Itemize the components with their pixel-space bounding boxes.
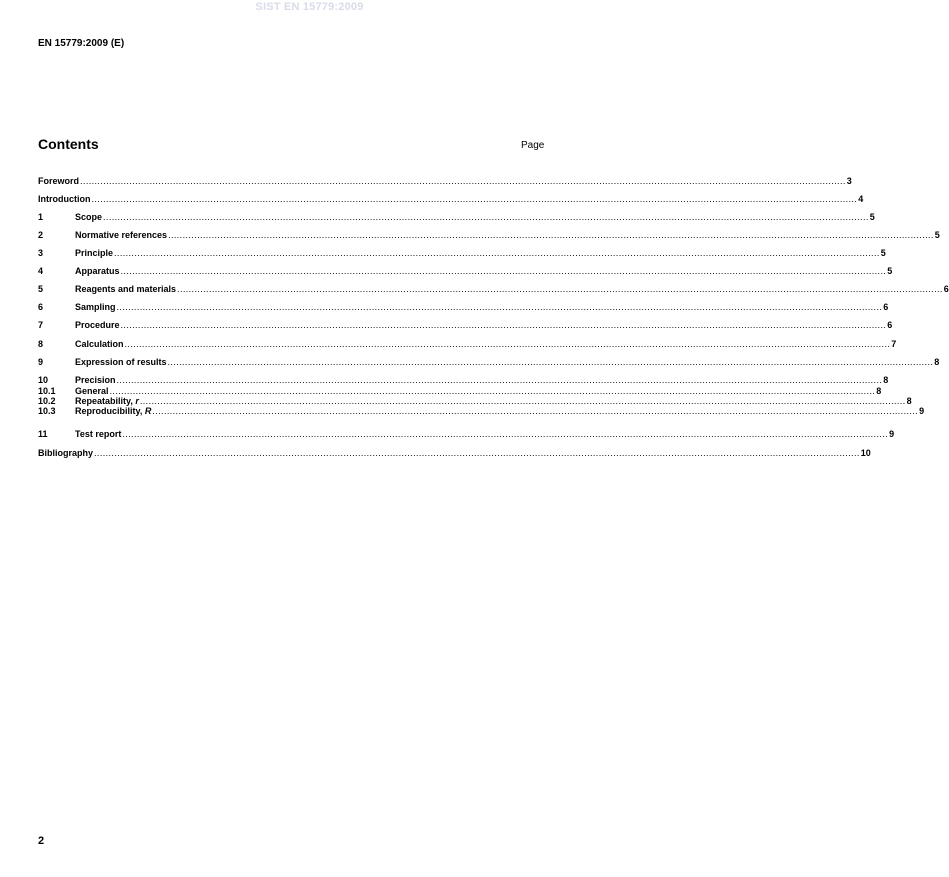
toc-entry-page: 8 bbox=[906, 396, 912, 406]
toc-leader-dots: ........................................................................................................................................................................................................................................................................ bbox=[114, 248, 880, 258]
toc-entry-number: 7 bbox=[38, 320, 44, 330]
page-column-label: Page bbox=[521, 140, 545, 151]
toc-entry-title: Apparatus bbox=[75, 266, 120, 276]
toc-entry-introduction[interactable] bbox=[38, 193, 864, 205]
toc-entry-expression-of-results[interactable] bbox=[38, 356, 940, 368]
toc-entry-page: 5 bbox=[887, 266, 893, 276]
toc-entry-title-text: Reproducibility, bbox=[75, 406, 145, 416]
toc-entry-number: 10.3 bbox=[38, 406, 56, 416]
toc-entry-title: Precision bbox=[75, 375, 116, 385]
toc-entry-page: 6 bbox=[943, 284, 949, 294]
toc-entry-number: 3 bbox=[38, 248, 44, 258]
toc-entry-title: Expression of results bbox=[75, 357, 167, 367]
toc-entry-page: 4 bbox=[858, 194, 864, 204]
watermark: SIST EN 15779:2009 bbox=[255, 1, 364, 13]
toc-entry-title: Principle bbox=[75, 248, 114, 258]
toc-entry-title: General bbox=[75, 386, 109, 396]
toc-entry-page: 5 bbox=[934, 230, 940, 240]
toc-entry-page: 9 bbox=[919, 406, 925, 416]
toc-entry-title: Procedure bbox=[75, 320, 120, 330]
toc-entry-title bbox=[75, 405, 151, 417]
toc-entry-number: 6 bbox=[38, 302, 44, 312]
toc-leader-dots: ........................................................................................................................................................................................................................................................................ bbox=[122, 429, 889, 439]
toc-entry-number: 1 bbox=[38, 212, 44, 222]
toc-leader-dots: ........................................................................................................................................................................................................................................................................ bbox=[91, 194, 858, 204]
toc-entry-foreword[interactable] bbox=[38, 175, 852, 187]
toc-entry-number: 2 bbox=[38, 230, 44, 240]
toc-entry-scope[interactable] bbox=[38, 211, 875, 223]
toc-leader-dots: ........................................................................................................................................................................................................................................................................ bbox=[80, 176, 846, 186]
toc-entry-normative-references[interactable] bbox=[38, 229, 940, 241]
toc-entry-number: 8 bbox=[38, 339, 44, 349]
toc-entry-number: 9 bbox=[38, 357, 44, 367]
page-number: 2 bbox=[38, 835, 45, 847]
toc-entry-reagents[interactable] bbox=[38, 283, 949, 295]
toc-entry-title: Sampling bbox=[75, 302, 116, 312]
toc-entry-apparatus[interactable] bbox=[38, 265, 893, 277]
toc-entry-symbol: R bbox=[144, 406, 152, 416]
toc-leader-dots: ........................................................................................................................................................................................................................................................................ bbox=[116, 302, 883, 312]
toc-entry-symbol: r bbox=[135, 396, 139, 406]
toc-entry-title: Scope bbox=[75, 212, 103, 222]
toc-entry-title: Normative references bbox=[75, 230, 168, 240]
toc-leader-dots: ........................................................................................................................................................................................................................................................................ bbox=[124, 339, 891, 349]
toc-entry-test-report[interactable] bbox=[38, 428, 895, 440]
toc-leader-dots: ........................................................................................................................................................................................................................................................................ bbox=[120, 266, 887, 276]
toc-entry-page: 8 bbox=[934, 357, 940, 367]
toc-entry-title: Foreword bbox=[38, 176, 80, 186]
toc-entry-title: Bibliography bbox=[38, 448, 94, 458]
toc-entry-title-text: Repeatability, bbox=[75, 396, 136, 406]
toc-leader-dots: ........................................................................................................................................................................................................................................................................ bbox=[109, 386, 876, 396]
contents-title: Contents bbox=[38, 136, 99, 152]
toc-entry-number: 10.1 bbox=[38, 386, 56, 396]
toc-entry-number: 10 bbox=[38, 375, 49, 385]
document-id: EN 15779:2009 (E) bbox=[38, 38, 125, 49]
toc-entry-calculation[interactable] bbox=[38, 338, 897, 350]
toc-leader-dots: ........................................................................................................................................................................................................................................................................ bbox=[116, 375, 883, 385]
toc-entry-number: 4 bbox=[38, 266, 44, 276]
toc-leader-dots: ........................................................................................................................................................................................................................................................................ bbox=[94, 448, 860, 458]
toc-entry-sampling[interactable] bbox=[38, 301, 889, 313]
toc-entry-number: 11 bbox=[38, 429, 48, 439]
toc-leader-dots: ........................................................................................................................................................................................................................................................................ bbox=[103, 212, 869, 222]
toc-entry-number: 5 bbox=[38, 284, 44, 294]
toc-entry-bibliography[interactable] bbox=[38, 447, 871, 459]
toc-leader-dots: ........................................................................................................................................................................................................................................................................ bbox=[167, 357, 934, 367]
toc-entry-title: Test report bbox=[75, 429, 122, 439]
toc-entry-reproducibility[interactable] bbox=[38, 405, 925, 417]
toc-leader-dots: ........................................................................................................................................................................................................................................................................ bbox=[168, 230, 934, 240]
toc-entry-title: Introduction bbox=[38, 194, 91, 204]
toc-entry-page: 6 bbox=[883, 302, 889, 312]
toc-entry-title: Calculation bbox=[75, 339, 124, 349]
toc-entry-page: 7 bbox=[891, 339, 897, 349]
toc-leader-dots: ........................................................................................................................................................................................................................................................................ bbox=[152, 406, 919, 416]
toc-entry-page: 6 bbox=[887, 320, 893, 330]
toc-entry-page: 10 bbox=[860, 448, 871, 458]
toc-entry-page: 5 bbox=[869, 212, 875, 222]
toc-entry-page: 9 bbox=[889, 429, 895, 439]
toc-entry-page: 5 bbox=[880, 248, 886, 258]
toc-leader-dots: ........................................................................................................................................................................................................................................................................ bbox=[177, 284, 943, 294]
toc-leader-dots: ........................................................................................................................................................................................................................................................................ bbox=[120, 320, 887, 330]
toc-entry-procedure[interactable] bbox=[38, 319, 893, 331]
toc-entry-principle[interactable] bbox=[38, 247, 886, 259]
toc-entry-page: 8 bbox=[876, 386, 882, 396]
toc-entry-page: 8 bbox=[883, 375, 889, 385]
toc-entry-title: Reagents and materials bbox=[75, 284, 177, 294]
toc-leader-dots: ........................................................................................................................................................................................................................................................................ bbox=[139, 396, 906, 406]
toc-entry-number: 10.2 bbox=[38, 396, 56, 406]
toc-entry-page: 3 bbox=[846, 176, 852, 186]
